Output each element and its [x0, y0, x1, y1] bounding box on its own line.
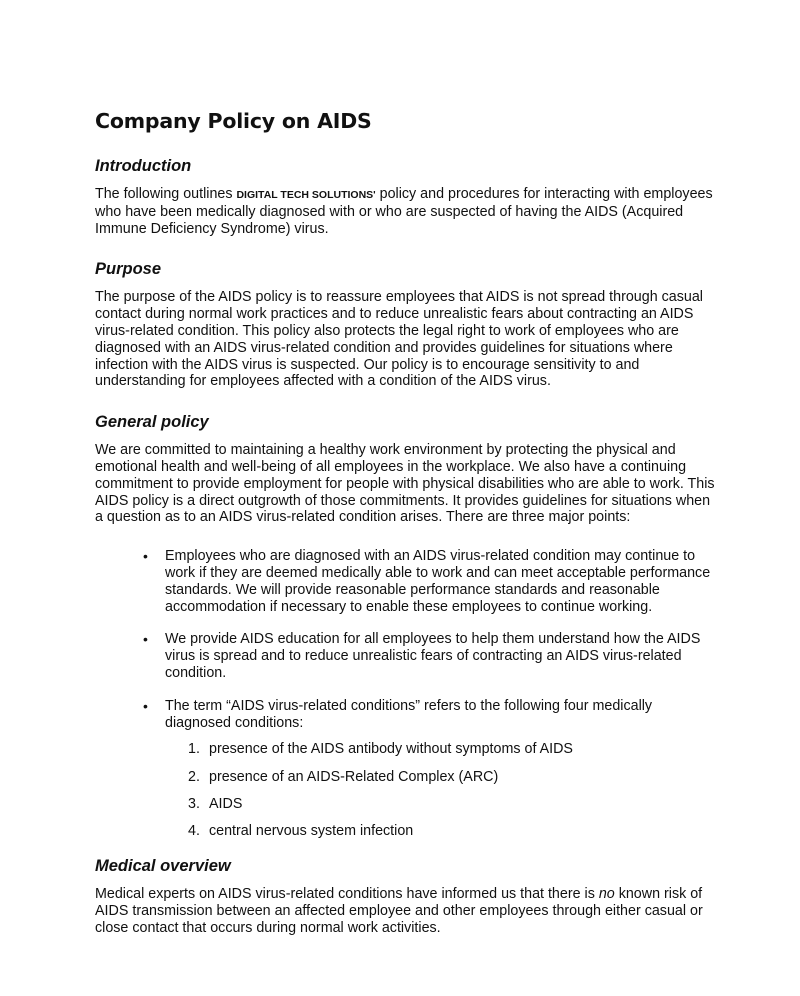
company-name: DIGITAL TECH SOLUTIONS': [236, 189, 376, 201]
condition-number: 3.: [188, 795, 200, 812]
general-policy-heading: General policy: [95, 413, 209, 432]
introduction-section: [95, 156, 720, 237]
condition-item: [165, 741, 720, 758]
medical-overview-text-start: Medical experts on AIDS virus-related conditions have informed us that there is: [95, 886, 599, 903]
introduction-text-end: policy and procedures for interacting with employees who have been medically diagnosed with or who are suspected of having the AIDS (Acquired Immune Deficiency Syndrome) virus.: [95, 186, 713, 237]
condition-item: [165, 769, 720, 786]
medical-overview-heading: Medical overview: [95, 857, 231, 876]
major-points-list: [95, 548, 720, 840]
introduction-text-start: The following outlines: [95, 186, 237, 202]
condition-text: central nervous system infection: [209, 823, 414, 840]
condition-item: [165, 823, 720, 840]
condition-item: [165, 796, 720, 813]
condition-text: presence of an AIDS-Related Complex (ARC): [209, 768, 499, 785]
introduction-paragraph: [95, 186, 720, 237]
condition-text: AIDS: [209, 795, 243, 812]
condition-text: presence of the AIDS antibody without symptoms of AIDS: [209, 741, 573, 758]
document-title: Company Policy on AIDS: [95, 109, 372, 133]
condition-number: 4.: [188, 823, 200, 840]
purpose-heading: Purpose: [95, 260, 162, 279]
bullet-icon: •: [143, 697, 148, 714]
medical-overview-paragraph: [95, 886, 720, 936]
bullet-icon: •: [143, 631, 148, 648]
list-item: [95, 548, 720, 615]
introduction-heading: Introduction: [95, 157, 192, 175]
list-item: [95, 631, 720, 681]
condition-number: 1.: [188, 741, 200, 758]
bullet-text: We provide AIDS education for all employees to help them understand how the AIDS virus is spread and to reduce unrealistic fears of contracting an AIDS virus-related condition.: [165, 631, 701, 681]
condition-number: 2.: [188, 768, 200, 785]
purpose-paragraph: The purpose of the AIDS policy is to reassure employees that AIDS is not spread through casual contact during normal work practices and to reduce unrealistic fears about contracting an AIDS virus-related condition. This policy also protects the legal right to work of employees who are diagnosed with an AIDS virus-related condition and provides guidelines for situations where infection with the AIDS virus is suspected. Our policy is to encourage sensitivity to and understanding for employees affected with a condition of the AIDS virus.: [95, 289, 703, 390]
general-policy-paragraph: We are committed to maintaining a healthy work environment by protecting the physical and emotional health and well-being of all employees in the workplace. We also have a continuing commitment to provide employment for people with physical disabilities who are able to work. This AIDS policy is a direct outgrowth of those commitments. It provides guidelines for situations when a question as to an AIDS virus-related condition arises. There are three major points:: [95, 442, 715, 526]
list-item: [95, 698, 720, 840]
purpose-section: [95, 259, 720, 390]
emphasis-text: no: [598, 886, 615, 903]
medical-overview-section: [95, 856, 720, 936]
general-policy-section: [95, 412, 720, 840]
policy-document: [95, 106, 720, 958]
bullet-text: Employees who are diagnosed with an AIDS virus-related condition may continue to work if they are deemed medically able to work and can meet acceptable performance standards. We will provide reasonable performance standards and reasonable accommodation if necessary to enable these employees to continue working.: [165, 548, 711, 615]
conditions-list: [165, 741, 720, 840]
bullet-icon: •: [143, 548, 148, 565]
medical-overview-text-end: known risk of AIDS transmission between an affected employee and other employees through either casual or close contact that occurs during normal work activities.: [95, 886, 703, 936]
bullet-text: The term “AIDS virus-related conditions” refers to the following four medically diagnosed conditions:: [165, 697, 653, 731]
